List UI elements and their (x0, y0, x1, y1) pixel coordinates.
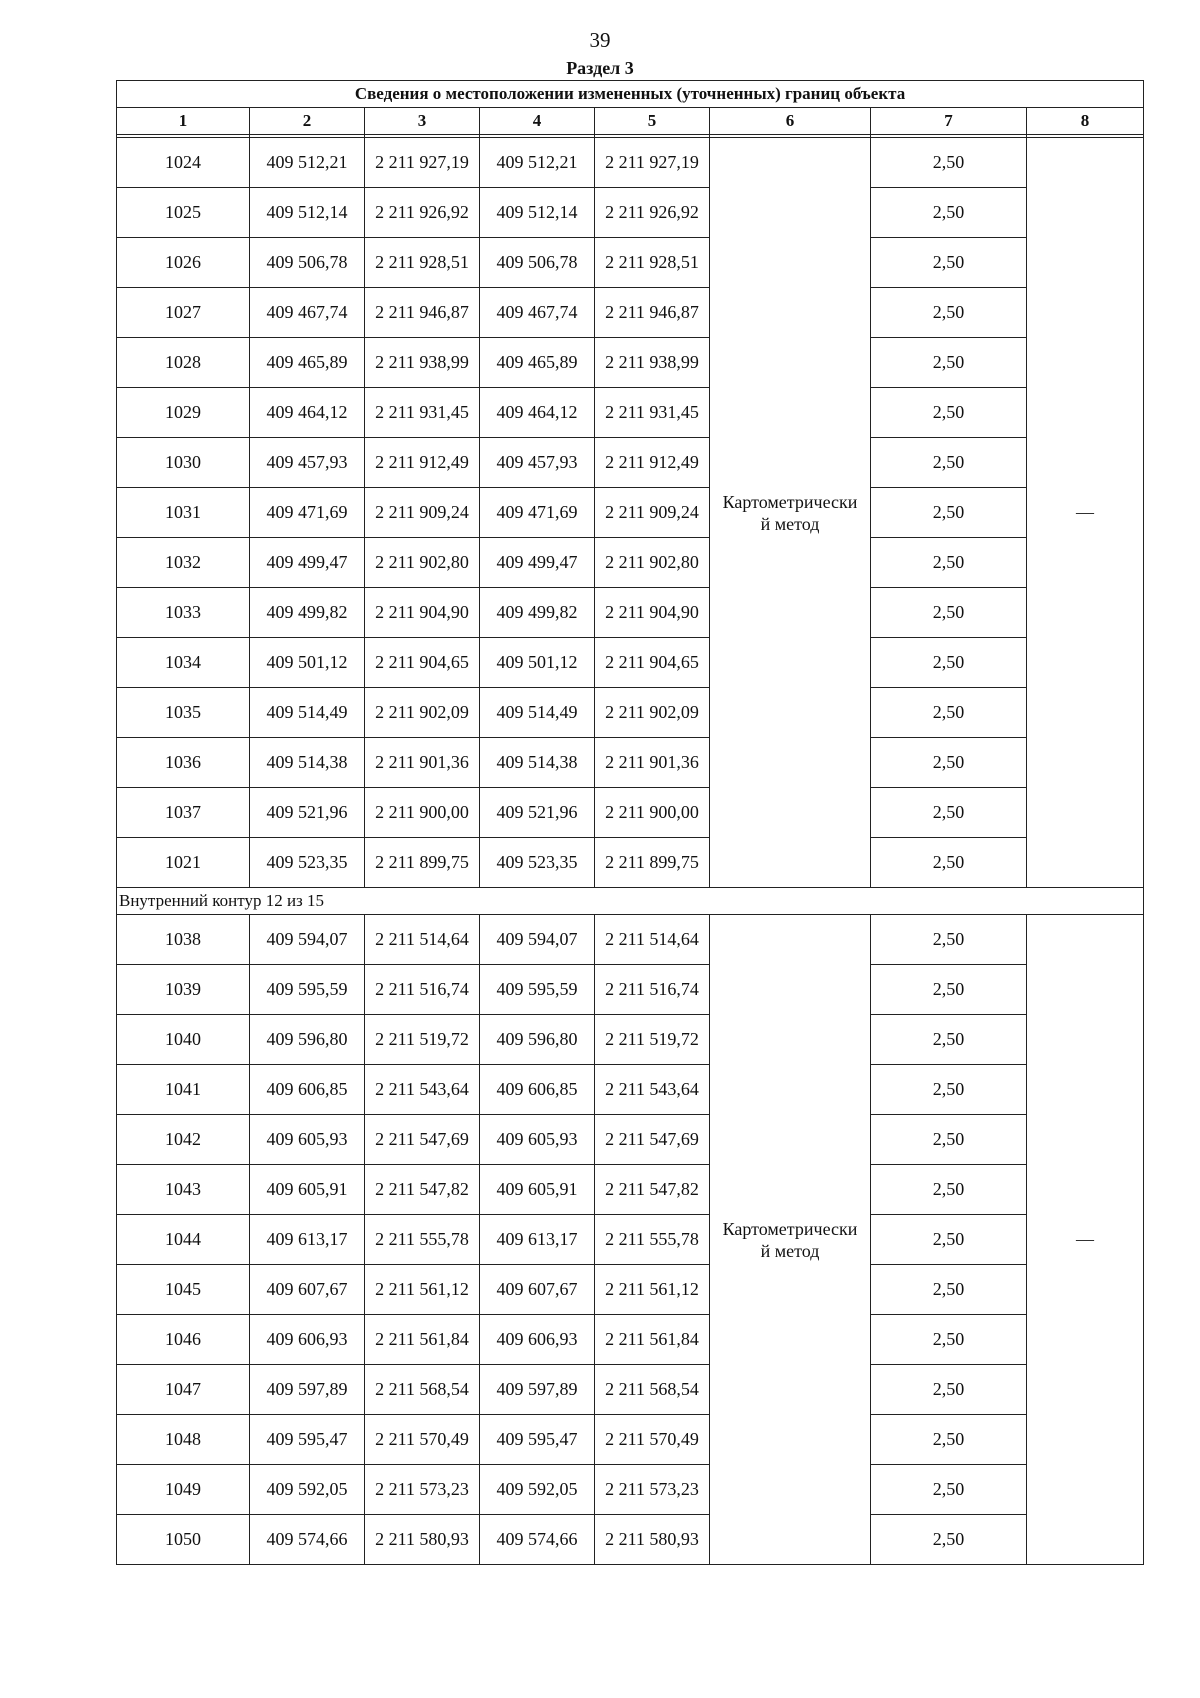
table-row (117, 538, 1144, 588)
column-number: 6 (710, 108, 871, 135)
table-row (117, 138, 1144, 188)
x-new-cell: 409 605,91 (480, 1165, 595, 1215)
method-cell (710, 915, 871, 1565)
column-number: 1 (117, 108, 250, 135)
x-old-cell: 409 464,12 (250, 388, 365, 438)
y-new-cell: 2 211 519,72 (595, 1015, 710, 1065)
y-old-cell: 2 211 555,78 (365, 1215, 480, 1265)
accuracy-cell: 2,50 (871, 1415, 1027, 1465)
y-old-cell: 2 211 543,64 (365, 1065, 480, 1115)
table-row (117, 1265, 1144, 1315)
x-new-cell: 409 499,82 (480, 588, 595, 638)
accuracy-cell: 2,50 (871, 965, 1027, 1015)
y-new-cell: 2 211 926,92 (595, 188, 710, 238)
y-new-cell: 2 211 931,45 (595, 388, 710, 438)
x-new-cell: 409 514,49 (480, 688, 595, 738)
method-cell (710, 138, 871, 888)
accuracy-cell: 2,50 (871, 538, 1027, 588)
y-old-cell: 2 211 573,23 (365, 1465, 480, 1515)
y-old-cell: 2 211 902,80 (365, 538, 480, 588)
y-new-cell: 2 211 902,80 (595, 538, 710, 588)
x-old-cell: 409 613,17 (250, 1215, 365, 1265)
point-number-cell: 1025 (117, 188, 250, 238)
point-number-cell: 1039 (117, 965, 250, 1015)
y-old-cell: 2 211 909,24 (365, 488, 480, 538)
x-new-cell: 409 597,89 (480, 1365, 595, 1415)
y-new-cell: 2 211 938,99 (595, 338, 710, 388)
table-row (117, 1115, 1144, 1165)
y-old-cell: 2 211 561,12 (365, 1265, 480, 1315)
y-new-cell: 2 211 543,64 (595, 1065, 710, 1115)
x-new-cell: 409 467,74 (480, 288, 595, 338)
accuracy-cell: 2,50 (871, 1315, 1027, 1365)
y-old-cell: 2 211 580,93 (365, 1515, 480, 1565)
column-number: 7 (871, 108, 1027, 135)
accuracy-cell: 2,50 (871, 638, 1027, 688)
y-old-cell: 2 211 901,36 (365, 738, 480, 788)
x-new-cell: 409 512,14 (480, 188, 595, 238)
y-old-cell: 2 211 568,54 (365, 1365, 480, 1415)
table-row (117, 688, 1144, 738)
x-old-cell: 409 471,69 (250, 488, 365, 538)
y-new-cell: 2 211 561,12 (595, 1265, 710, 1315)
method-text-line1: Картометрически (722, 491, 858, 512)
table-caption: Сведения о местоположении измененных (уточненных) границ объекта (117, 81, 1144, 108)
x-new-cell: 409 606,85 (480, 1065, 595, 1115)
point-number-cell: 1028 (117, 338, 250, 388)
accuracy-cell: 2,50 (871, 1015, 1027, 1065)
column-number: 2 (250, 108, 365, 135)
x-old-cell: 409 597,89 (250, 1365, 365, 1415)
method-text-line1: Картометрически (722, 1218, 858, 1239)
x-old-cell: 409 595,47 (250, 1415, 365, 1465)
table-row (117, 788, 1144, 838)
table-body (117, 81, 1144, 1565)
y-new-cell: 2 211 899,75 (595, 838, 710, 888)
point-number-cell: 1044 (117, 1215, 250, 1265)
point-number-cell: 1032 (117, 538, 250, 588)
x-old-cell: 409 596,80 (250, 1015, 365, 1065)
table-row (117, 1215, 1144, 1265)
accuracy-cell: 2,50 (871, 288, 1027, 338)
accuracy-cell: 2,50 (871, 588, 1027, 638)
method-text-line2: й метод (760, 1240, 820, 1261)
accuracy-cell: 2,50 (871, 688, 1027, 738)
y-new-cell: 2 211 904,65 (595, 638, 710, 688)
table-caption-row (117, 81, 1144, 108)
x-new-cell: 409 501,12 (480, 638, 595, 688)
point-number-cell: 1027 (117, 288, 250, 338)
x-new-cell: 409 523,35 (480, 838, 595, 888)
x-new-cell: 409 607,67 (480, 1265, 595, 1315)
accuracy-cell: 2,50 (871, 388, 1027, 438)
table-row (117, 438, 1144, 488)
table-row (117, 488, 1144, 538)
x-new-cell: 409 499,47 (480, 538, 595, 588)
point-number-cell: 1040 (117, 1015, 250, 1065)
y-old-cell: 2 211 516,74 (365, 965, 480, 1015)
x-new-cell: 409 465,89 (480, 338, 595, 388)
x-old-cell: 409 499,82 (250, 588, 365, 638)
x-new-cell: 409 606,93 (480, 1315, 595, 1365)
point-number-cell: 1037 (117, 788, 250, 838)
y-old-cell: 2 211 904,90 (365, 588, 480, 638)
x-new-cell: 409 521,96 (480, 788, 595, 838)
x-new-cell: 409 471,69 (480, 488, 595, 538)
point-number-cell: 1033 (117, 588, 250, 638)
accuracy-cell: 2,50 (871, 915, 1027, 965)
y-new-cell: 2 211 516,74 (595, 965, 710, 1015)
method-text-line2: й метод (760, 513, 820, 534)
table-row (117, 288, 1144, 338)
x-new-cell: 409 464,12 (480, 388, 595, 438)
point-number-cell: 1042 (117, 1115, 250, 1165)
x-old-cell: 409 595,59 (250, 965, 365, 1015)
x-old-cell: 409 514,49 (250, 688, 365, 738)
point-number-cell: 1026 (117, 238, 250, 288)
y-new-cell: 2 211 902,09 (595, 688, 710, 738)
y-old-cell: 2 211 931,45 (365, 388, 480, 438)
y-new-cell: 2 211 901,36 (595, 738, 710, 788)
y-old-cell: 2 211 904,65 (365, 638, 480, 688)
table-row (117, 588, 1144, 638)
page-number: 39 (589, 28, 611, 52)
y-new-cell: 2 211 580,93 (595, 1515, 710, 1565)
x-old-cell: 409 457,93 (250, 438, 365, 488)
contour-label: Внутренний контур 12 из 15 (117, 888, 1144, 915)
contour-label-row (117, 888, 1144, 915)
x-old-cell: 409 592,05 (250, 1465, 365, 1515)
point-number-cell: 1024 (117, 138, 250, 188)
x-new-cell: 409 595,59 (480, 965, 595, 1015)
table-row (117, 388, 1144, 438)
table-row (117, 838, 1144, 888)
point-number-cell: 1048 (117, 1415, 250, 1465)
x-old-cell: 409 574,66 (250, 1515, 365, 1565)
section-title: Раздел 3 (566, 58, 634, 78)
y-new-cell: 2 211 946,87 (595, 288, 710, 338)
y-old-cell: 2 211 547,82 (365, 1165, 480, 1215)
x-old-cell: 409 506,78 (250, 238, 365, 288)
point-number-cell: 1030 (117, 438, 250, 488)
x-new-cell: 409 595,47 (480, 1415, 595, 1465)
y-new-cell: 2 211 547,69 (595, 1115, 710, 1165)
x-old-cell: 409 512,21 (250, 138, 365, 188)
x-old-cell: 409 501,12 (250, 638, 365, 688)
table-row (117, 738, 1144, 788)
point-number-cell: 1046 (117, 1315, 250, 1365)
point-number-cell: 1021 (117, 838, 250, 888)
y-old-cell: 2 211 927,19 (365, 138, 480, 188)
boundary-coordinates-table (116, 80, 1144, 1565)
y-new-cell: 2 211 555,78 (595, 1215, 710, 1265)
accuracy-cell: 2,50 (871, 1515, 1027, 1565)
column-number: 3 (365, 108, 480, 135)
accuracy-cell: 2,50 (871, 1265, 1027, 1315)
point-number-cell: 1045 (117, 1265, 250, 1315)
accuracy-cell: 2,50 (871, 1465, 1027, 1515)
x-old-cell: 409 605,91 (250, 1165, 365, 1215)
x-old-cell: 409 606,85 (250, 1065, 365, 1115)
y-old-cell: 2 211 561,84 (365, 1315, 480, 1365)
x-old-cell: 409 607,67 (250, 1265, 365, 1315)
accuracy-cell: 2,50 (871, 138, 1027, 188)
x-old-cell: 409 467,74 (250, 288, 365, 338)
table-row (117, 338, 1144, 388)
table-row (117, 238, 1144, 288)
y-old-cell: 2 211 926,92 (365, 188, 480, 238)
y-new-cell: 2 211 570,49 (595, 1415, 710, 1465)
y-old-cell: 2 211 938,99 (365, 338, 480, 388)
x-old-cell: 409 594,07 (250, 915, 365, 965)
point-number-cell: 1034 (117, 638, 250, 688)
table-row (117, 1065, 1144, 1115)
table-row (117, 1165, 1144, 1215)
accuracy-cell: 2,50 (871, 738, 1027, 788)
point-number-cell: 1038 (117, 915, 250, 965)
x-old-cell: 409 465,89 (250, 338, 365, 388)
y-new-cell: 2 211 514,64 (595, 915, 710, 965)
point-number-cell: 1050 (117, 1515, 250, 1565)
y-new-cell: 2 211 909,24 (595, 488, 710, 538)
y-old-cell: 2 211 547,69 (365, 1115, 480, 1165)
point-number-cell: 1049 (117, 1465, 250, 1515)
y-old-cell: 2 211 902,09 (365, 688, 480, 738)
column-number-row (117, 108, 1144, 135)
column-number: 4 (480, 108, 595, 135)
column-number: 8 (1027, 108, 1144, 135)
table-row (117, 1015, 1144, 1065)
table-row (117, 1315, 1144, 1365)
x-new-cell: 409 574,66 (480, 1515, 595, 1565)
accuracy-cell: 2,50 (871, 188, 1027, 238)
table-row (117, 915, 1144, 965)
column-number: 5 (595, 108, 710, 135)
y-old-cell: 2 211 946,87 (365, 288, 480, 338)
point-number-cell: 1041 (117, 1065, 250, 1115)
y-new-cell: 2 211 547,82 (595, 1165, 710, 1215)
x-new-cell: 409 596,80 (480, 1015, 595, 1065)
x-new-cell: 409 594,07 (480, 915, 595, 965)
accuracy-cell: 2,50 (871, 438, 1027, 488)
table-row (117, 1465, 1144, 1515)
y-new-cell: 2 211 568,54 (595, 1365, 710, 1415)
x-old-cell: 409 523,35 (250, 838, 365, 888)
y-old-cell: 2 211 570,49 (365, 1415, 480, 1465)
x-new-cell: 409 613,17 (480, 1215, 595, 1265)
accuracy-cell: 2,50 (871, 488, 1027, 538)
y-new-cell: 2 211 912,49 (595, 438, 710, 488)
y-old-cell: 2 211 900,00 (365, 788, 480, 838)
x-new-cell: 409 457,93 (480, 438, 595, 488)
y-old-cell: 2 211 514,64 (365, 915, 480, 965)
y-new-cell: 2 211 573,23 (595, 1465, 710, 1515)
table-row (117, 965, 1144, 1015)
y-old-cell: 2 211 928,51 (365, 238, 480, 288)
x-old-cell: 409 512,14 (250, 188, 365, 238)
x-new-cell: 409 514,38 (480, 738, 595, 788)
x-old-cell: 409 606,93 (250, 1315, 365, 1365)
point-number-cell: 1031 (117, 488, 250, 538)
x-new-cell: 409 506,78 (480, 238, 595, 288)
point-number-cell: 1047 (117, 1365, 250, 1415)
y-new-cell: 2 211 900,00 (595, 788, 710, 838)
point-number-cell: 1029 (117, 388, 250, 438)
column8-cell: — (1027, 138, 1144, 888)
y-new-cell: 2 211 927,19 (595, 138, 710, 188)
y-new-cell: 2 211 904,90 (595, 588, 710, 638)
y-old-cell: 2 211 899,75 (365, 838, 480, 888)
point-number-cell: 1043 (117, 1165, 250, 1215)
accuracy-cell: 2,50 (871, 1165, 1027, 1215)
x-old-cell: 409 514,38 (250, 738, 365, 788)
accuracy-cell: 2,50 (871, 338, 1027, 388)
accuracy-cell: 2,50 (871, 1365, 1027, 1415)
accuracy-cell: 2,50 (871, 1215, 1027, 1265)
y-new-cell: 2 211 561,84 (595, 1315, 710, 1365)
accuracy-cell: 2,50 (871, 788, 1027, 838)
accuracy-cell: 2,50 (871, 238, 1027, 288)
accuracy-cell: 2,50 (871, 1065, 1027, 1115)
y-old-cell: 2 211 912,49 (365, 438, 480, 488)
table-row (117, 638, 1144, 688)
x-new-cell: 409 605,93 (480, 1115, 595, 1165)
x-old-cell: 409 605,93 (250, 1115, 365, 1165)
y-new-cell: 2 211 928,51 (595, 238, 710, 288)
accuracy-cell: 2,50 (871, 1115, 1027, 1165)
x-new-cell: 409 512,21 (480, 138, 595, 188)
x-old-cell: 409 521,96 (250, 788, 365, 838)
table-row (117, 1415, 1144, 1465)
point-number-cell: 1036 (117, 738, 250, 788)
y-old-cell: 2 211 519,72 (365, 1015, 480, 1065)
x-new-cell: 409 592,05 (480, 1465, 595, 1515)
accuracy-cell: 2,50 (871, 838, 1027, 888)
table-row (117, 1515, 1144, 1565)
x-old-cell: 409 499,47 (250, 538, 365, 588)
column8-cell: — (1027, 915, 1144, 1565)
point-number-cell: 1035 (117, 688, 250, 738)
table-row (117, 188, 1144, 238)
table-row (117, 1365, 1144, 1415)
